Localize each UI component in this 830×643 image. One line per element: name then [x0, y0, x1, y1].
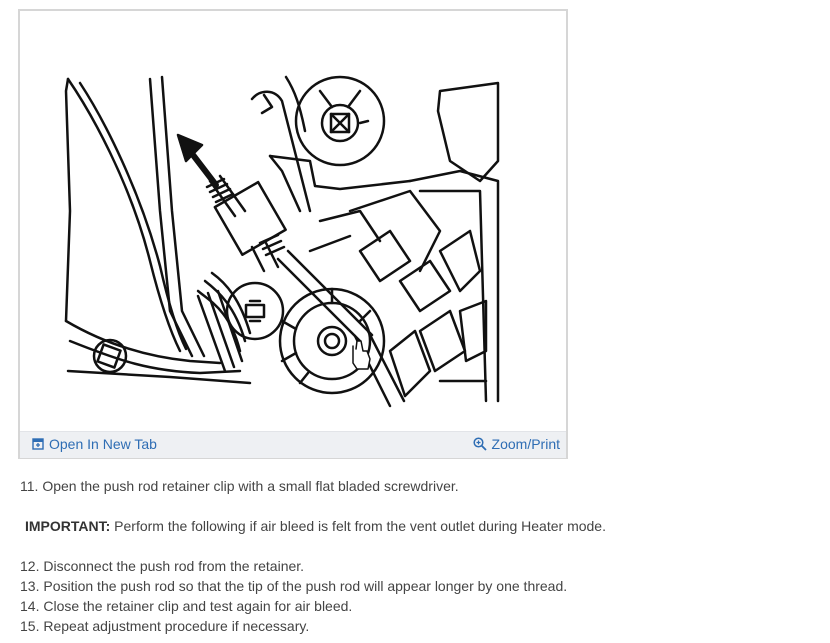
step-15: 15. Repeat adjustment procedure if necessary. — [20, 618, 310, 634]
open-new-tab-label: Open In New Tab — [49, 436, 157, 452]
important-label: IMPORTANT: — [25, 518, 111, 534]
step-12: 12. Disconnect the push rod from the retainer. — [20, 558, 305, 574]
zoom-icon — [473, 437, 487, 451]
important-note — [20, 516, 820, 536]
instructions — [20, 476, 820, 636]
open-new-tab-icon — [32, 438, 44, 450]
step-14: 14. Close the retainer clip and test again for air bleed. — [20, 598, 353, 614]
step-13: 13. Position the push rod so that the tip of the push rod will appear longer by one thread. — [20, 578, 568, 594]
zoom-print-label: Zoom/Print — [491, 436, 560, 452]
important-text: Perform the following if air bleed is felt from the vent outlet during Heater mode. — [110, 518, 606, 534]
push-rod-retainer-diagram — [20, 11, 566, 431]
zoom-print-link[interactable] — [473, 436, 560, 452]
open-new-tab-link[interactable] — [32, 436, 157, 452]
figure-container — [18, 9, 568, 459]
step-11: 11. Open the push rod retainer clip with a small flat bladed screwdriver. — [20, 478, 459, 494]
figure-toolbar — [20, 431, 566, 458]
